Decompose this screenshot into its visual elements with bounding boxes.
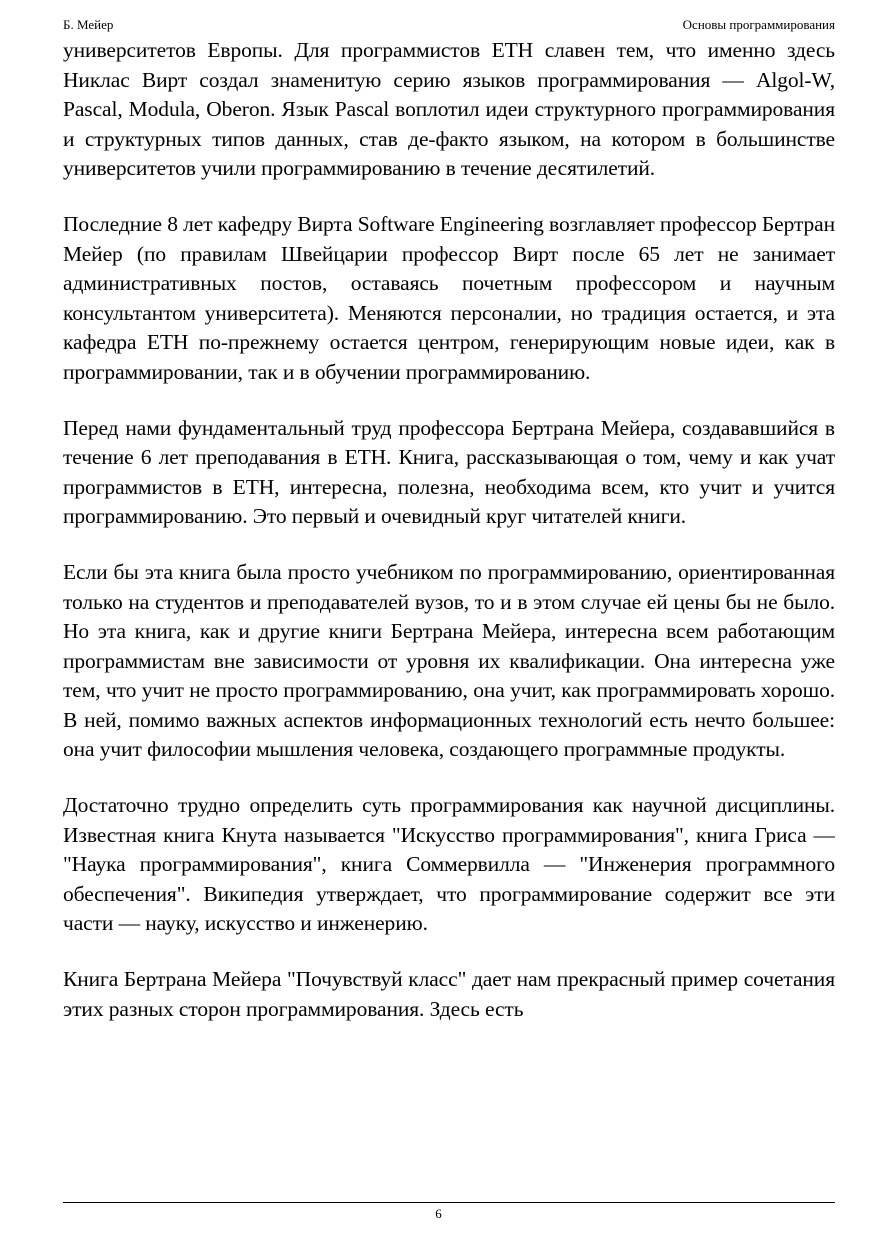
paragraph-1: университетов Европы. Для программистов ETH славен тем, что именно здесь Никлас Вирт создал знаменитую серию языков программирования — Algol-W, Pascal, Modula, Oberon. Язык Pascal воплотил идеи структурного программирования и структурных типов данных, став де-факто языком, на котором в большинстве университетов учили программированию в течение десятилетий. — [63, 38, 835, 181]
running-header — [63, 16, 835, 34]
page-body — [63, 36, 835, 1201]
paragraph-2: Последние 8 лет кафедру Вирта Software Engineering возглавляет профессор Бертран Мейер (по правилам Швейцарии профессор Вирт после 65 лет не занимает административных постов, оставаясь почетным профессором и научным консультантом университета). Меняются персоналии, но традиция остается, и эта кафедра ETH по-прежнему остается центром, генерирующим новые идеи, как в программировании, так и в обучении программированию. — [63, 211, 835, 384]
header-author: Б. Мейер — [63, 17, 114, 32]
paragraph-3: Перед нами фундаментальный труд профессора Бертрана Мейера, создававшийся в течение 6 лет преподавания в ETH. Книга, рассказывающая о том, чему и как учат программистов в ETH, интересна, полезна, необходима всем, кто учит и учится программированию. Это первый и очевидный круг читателей книги. — [63, 415, 835, 529]
paragraph-4: Если бы эта книга была просто учебником по программированию, ориентированная только на студентов и преподавателей вузов, то и в этом случае ей цены бы не было. Но эта книга, как и другие книги Бертрана Мейера, интересна всем работающим программистам вне зависимости от уровня их квалификации. Она интересна уже тем, что учит не просто программированию, она учит, как программировать хорошо. В ней, помимо важных аспектов информационных технологий есть нечто большее: она учит философии мышления человека, создающего программные продукты. — [63, 559, 835, 762]
paragraph-5: Достаточно трудно определить суть программирования как научной дисциплины. Известная книга Кнута называется "Искусство программирования", книга Гриса — "Наука программирования", книга Соммервилла — "Инженерия программного обеспечения". Википедия утверждает, что программирование содержит все эти части — науку, искусство и инженерию. — [63, 793, 835, 936]
footer-divider — [63, 1202, 835, 1203]
page-number: 6 — [435, 1206, 442, 1221]
paragraph-6: Книга Бертрана Мейера "Почувствуй класс" дает нам прекрасный пример сочетания этих разных сторон программирования. Здесь есть — [63, 967, 835, 1021]
header-book-title: Основы программирования — [682, 17, 835, 32]
